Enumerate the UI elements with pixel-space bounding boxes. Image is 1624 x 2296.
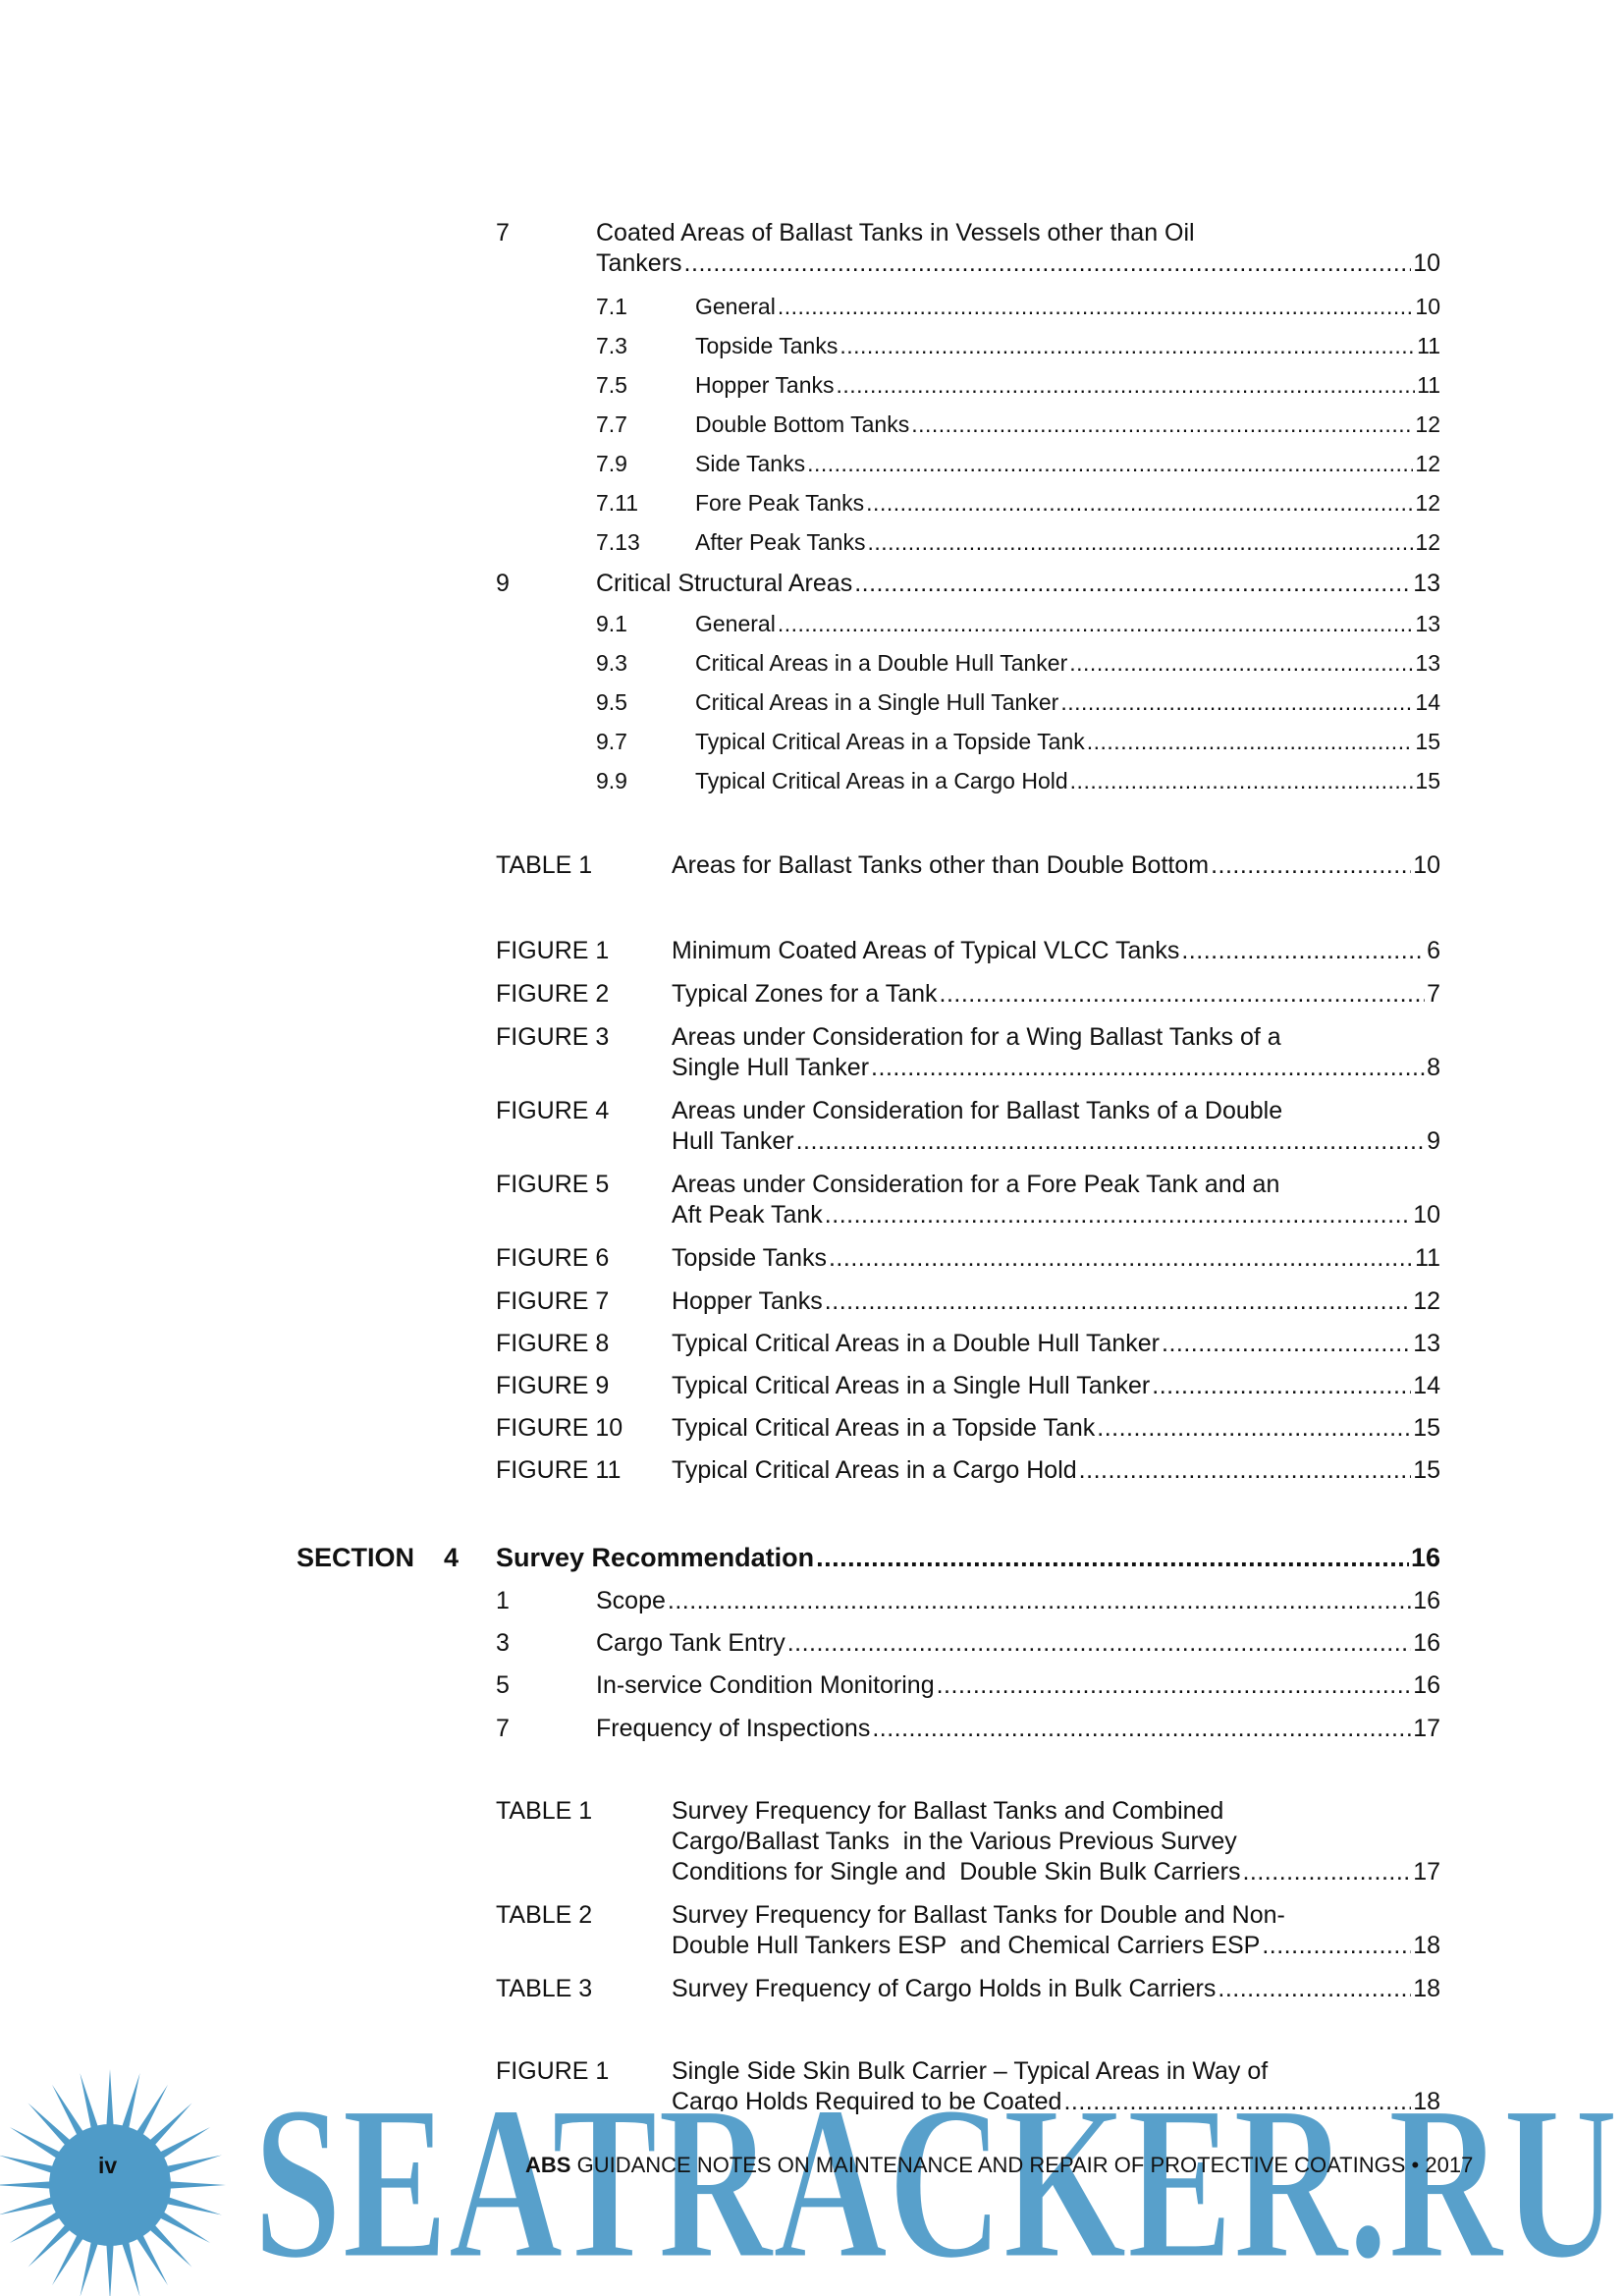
toc-title: General bbox=[695, 294, 776, 319]
dot-leader bbox=[668, 1586, 1411, 1616]
toc-title: Hull Tanker bbox=[672, 1127, 794, 1155]
dot-leader bbox=[1079, 1455, 1412, 1486]
toc-entry-9-5[interactable] bbox=[596, 687, 1440, 718]
toc-page: 15 bbox=[1413, 1414, 1440, 1442]
toc-entry-9-3[interactable] bbox=[596, 648, 1440, 679]
toc-title: Typical Critical Areas in a Topside Tank bbox=[695, 729, 1085, 754]
toc-page: 10 bbox=[1413, 851, 1440, 879]
section-number: 4 bbox=[444, 1543, 460, 1572]
toc-page: 6 bbox=[1427, 937, 1440, 964]
toc-page: 17 bbox=[1413, 1858, 1440, 1886]
toc-figure-6[interactable] bbox=[496, 1243, 1440, 1274]
dot-leader bbox=[778, 292, 1414, 322]
sun-ray bbox=[161, 2195, 222, 2214]
dot-leader bbox=[837, 370, 1416, 401]
toc-s4-entry-1[interactable] bbox=[496, 1586, 1440, 1616]
toc-title: Critical Areas in a Single Hull Tanker bbox=[695, 689, 1059, 715]
toc-page: 9 bbox=[1427, 1127, 1440, 1155]
dot-leader bbox=[1262, 1931, 1411, 1961]
toc-figure-10[interactable] bbox=[496, 1413, 1440, 1444]
toc-figure-5[interactable] bbox=[496, 1170, 1440, 1230]
toc-page: 7 bbox=[1427, 980, 1440, 1008]
toc-page: 8 bbox=[1427, 1054, 1440, 1081]
toc-title: Aft Peak Tank bbox=[672, 1201, 823, 1229]
toc-label: FIGURE 8 bbox=[496, 1330, 610, 1357]
footer-doc-title: GUIDANCE NOTES ON MAINTENANCE AND REPAIR OF PROTECTIVE COATINGS bbox=[576, 2153, 1406, 2177]
sun-ray bbox=[80, 2236, 99, 2296]
toc-page: 11 bbox=[1415, 1244, 1440, 1272]
toc-title: Conditions for Single and Double Skin Bulk Carriers bbox=[672, 1858, 1241, 1886]
toc-title: Topside Tanks bbox=[695, 333, 839, 358]
toc-number: 7 bbox=[496, 1715, 510, 1742]
toc-number: 9.1 bbox=[596, 611, 627, 636]
toc-page: 18 bbox=[1413, 1932, 1440, 1959]
dot-leader bbox=[1060, 687, 1413, 718]
toc-page: 10 bbox=[1413, 249, 1440, 277]
toc-figure-7[interactable] bbox=[496, 1286, 1440, 1317]
dot-leader bbox=[1069, 648, 1413, 679]
toc-figure-8[interactable] bbox=[496, 1329, 1440, 1359]
toc-label: FIGURE 5 bbox=[496, 1171, 610, 1198]
toc-entry-7-7[interactable] bbox=[596, 410, 1440, 440]
toc-title-line1: Areas under Consideration for Ballast Tanks of a Double bbox=[672, 1097, 1283, 1124]
toc-title: Typical Zones for a Tank bbox=[672, 980, 938, 1008]
toc-label: FIGURE 4 bbox=[496, 1097, 610, 1124]
dot-leader bbox=[816, 1543, 1409, 1573]
toc-label: FIGURE 2 bbox=[496, 980, 610, 1008]
toc-number: 7.9 bbox=[596, 451, 627, 476]
sun-ray bbox=[0, 2155, 59, 2174]
toc-title-line2: Cargo/Ballast Tanks in the Various Previous Survey bbox=[672, 1828, 1237, 1855]
toc-page: 14 bbox=[1415, 689, 1440, 715]
toc-number: 9.5 bbox=[596, 689, 627, 715]
dot-leader bbox=[1242, 1857, 1411, 1887]
toc-s4-table-1[interactable] bbox=[496, 1796, 1440, 1887]
toc-label: TABLE 1 bbox=[496, 851, 593, 879]
dot-leader bbox=[937, 1670, 1412, 1701]
toc-number: 9.7 bbox=[596, 729, 627, 754]
toc-page: 16 bbox=[1413, 1587, 1440, 1614]
toc-page: 16 bbox=[1413, 1671, 1440, 1699]
dot-leader bbox=[1070, 766, 1414, 796]
toc-title: Typical Critical Areas in a Topside Tank bbox=[672, 1414, 1096, 1442]
toc-page: 17 bbox=[1413, 1715, 1440, 1742]
toc-page: 12 bbox=[1415, 451, 1440, 476]
toc-page: 11 bbox=[1417, 372, 1440, 398]
toc-page: 14 bbox=[1413, 1372, 1440, 1399]
dot-leader bbox=[867, 527, 1413, 558]
dot-leader bbox=[796, 1126, 1425, 1157]
toc-number: 9.9 bbox=[596, 768, 627, 793]
toc-figure-9[interactable] bbox=[496, 1371, 1440, 1401]
toc-title: Critical Areas in a Double Hull Tanker bbox=[695, 650, 1068, 676]
toc-figure-11[interactable] bbox=[496, 1455, 1440, 1486]
toc-page: 18 bbox=[1413, 2088, 1440, 2115]
dot-leader bbox=[1087, 727, 1414, 757]
toc-figure-4[interactable] bbox=[496, 1096, 1440, 1157]
dot-leader bbox=[829, 1243, 1413, 1274]
dot-leader bbox=[1097, 1413, 1411, 1444]
toc-title: Areas for Ballast Tanks other than Double Bottom bbox=[672, 851, 1210, 879]
toc-label: FIGURE 1 bbox=[496, 937, 610, 964]
toc-title-line1: Areas under Consideration for a Fore Peak Tank and an bbox=[672, 1171, 1280, 1198]
toc-s4-entry-7[interactable] bbox=[496, 1714, 1440, 1744]
toc-title: In-service Condition Monitoring bbox=[596, 1671, 935, 1699]
sun-ray bbox=[106, 2069, 114, 2131]
toc-entry-7-11[interactable] bbox=[596, 488, 1440, 519]
watermark bbox=[253, 2090, 1624, 2276]
toc-title: Tankers bbox=[596, 249, 682, 277]
dot-leader bbox=[1211, 850, 1411, 881]
toc-number: 3 bbox=[496, 1629, 510, 1657]
toc-page: 13 bbox=[1415, 650, 1440, 676]
dot-leader bbox=[839, 331, 1415, 361]
toc-s4-entry-3[interactable] bbox=[496, 1628, 1440, 1659]
footer-page-number: iv bbox=[98, 2153, 118, 2178]
sun-ray bbox=[120, 2236, 139, 2296]
toc-title: Fore Peak Tanks bbox=[695, 490, 865, 516]
section-title: Survey Recommendation bbox=[496, 1543, 815, 1572]
toc-title: Minimum Coated Areas of Typical VLCC Tanks bbox=[672, 937, 1180, 964]
toc-page: 18 bbox=[1413, 1975, 1440, 2002]
toc-figure-2[interactable] bbox=[496, 979, 1440, 1010]
toc-page: 13 bbox=[1413, 1330, 1440, 1357]
toc-title: Cargo Holds Required to be Coated bbox=[672, 2088, 1062, 2115]
toc-entry-9-1[interactable] bbox=[596, 609, 1440, 639]
toc-entry-9-9[interactable] bbox=[596, 766, 1440, 796]
footer-title bbox=[525, 2153, 1473, 2178]
toc-number: 7.5 bbox=[596, 372, 627, 398]
toc-label: FIGURE 1 bbox=[496, 2057, 610, 2085]
dot-leader bbox=[854, 569, 1411, 599]
toc-section-4[interactable] bbox=[496, 1543, 1440, 1573]
sun-ray bbox=[120, 2073, 139, 2134]
toc-entry-7[interactable] bbox=[496, 218, 1440, 279]
toc-title-line1: Coated Areas of Ballast Tanks in Vessels other than Oil bbox=[596, 219, 1195, 246]
section-label: SECTION bbox=[297, 1543, 415, 1572]
toc-title: Scope bbox=[596, 1587, 666, 1614]
toc-page: 12 bbox=[1415, 529, 1440, 555]
toc-title: Side Tanks bbox=[695, 451, 806, 476]
toc-number: 9.3 bbox=[596, 650, 627, 676]
dot-leader bbox=[872, 1714, 1411, 1744]
dot-leader bbox=[866, 488, 1413, 519]
toc-number: 7.13 bbox=[596, 529, 640, 555]
toc-number: 5 bbox=[496, 1671, 510, 1699]
toc-title-line1: Single Side Skin Bulk Carrier – Typical Areas in Way of bbox=[672, 2057, 1269, 2085]
toc-page: 10 bbox=[1413, 1201, 1440, 1229]
toc-title: Hopper Tanks bbox=[695, 372, 835, 398]
toc-title: Topside Tanks bbox=[672, 1244, 827, 1272]
toc-label: TABLE 1 bbox=[496, 1797, 593, 1825]
toc-figure-1[interactable] bbox=[496, 936, 1440, 966]
dot-leader bbox=[1181, 936, 1425, 966]
toc-page: 12 bbox=[1415, 411, 1440, 437]
dot-leader bbox=[940, 979, 1426, 1010]
watermark-text: SEATRACKER.RU bbox=[253, 2090, 1618, 2276]
toc-page: 16 bbox=[1410, 1543, 1440, 1572]
toc-table-1[interactable] bbox=[496, 850, 1440, 881]
toc-title: After Peak Tanks bbox=[695, 529, 866, 555]
dot-leader bbox=[871, 1053, 1425, 1083]
toc-label: TABLE 2 bbox=[496, 1901, 593, 1929]
toc-title: Double Bottom Tanks bbox=[695, 411, 910, 437]
toc-entry-7-13[interactable] bbox=[596, 527, 1440, 558]
toc-title-line1: Survey Frequency for Ballast Tanks and Combined bbox=[672, 1797, 1224, 1825]
toc-page: 11 bbox=[1417, 333, 1440, 358]
toc-title: Typical Critical Areas in a Cargo Hold bbox=[695, 768, 1068, 793]
footer-separator: • bbox=[1411, 2153, 1420, 2177]
toc-title-line1: Areas under Consideration for a Wing Ballast Tanks of a bbox=[672, 1023, 1281, 1051]
toc-page: 12 bbox=[1415, 490, 1440, 516]
toc-title: Frequency of Inspections bbox=[596, 1715, 871, 1742]
dot-leader bbox=[825, 1200, 1411, 1230]
toc-label: FIGURE 9 bbox=[496, 1372, 610, 1399]
toc-title: Survey Frequency of Cargo Holds in Bulk Carriers bbox=[672, 1975, 1217, 2002]
toc-page: 16 bbox=[1413, 1629, 1440, 1657]
toc-entry-9[interactable] bbox=[496, 569, 1440, 599]
toc-figure-3[interactable] bbox=[496, 1022, 1440, 1083]
footer-brand: ABS bbox=[525, 2153, 571, 2177]
dot-leader bbox=[684, 248, 1412, 279]
toc-entry-9-7[interactable] bbox=[596, 727, 1440, 757]
toc-page: 15 bbox=[1415, 729, 1440, 754]
toc-number: 7 bbox=[496, 219, 510, 246]
dot-leader bbox=[911, 410, 1413, 440]
toc-title: Critical Structural Areas bbox=[596, 570, 853, 597]
dot-leader bbox=[1218, 1974, 1411, 2004]
footer-year: 2017 bbox=[1425, 2153, 1474, 2177]
sunburst-logo-icon bbox=[0, 2067, 241, 2296]
sun-ray bbox=[106, 2239, 114, 2296]
toc-label: FIGURE 7 bbox=[496, 1287, 610, 1315]
toc-page: 10 bbox=[1415, 294, 1440, 319]
dot-leader bbox=[787, 1628, 1411, 1659]
toc-title: Cargo Tank Entry bbox=[596, 1629, 785, 1657]
toc-title: Typical Critical Areas in a Double Hull Tanker bbox=[672, 1330, 1160, 1357]
toc-number: 7.7 bbox=[596, 411, 627, 437]
toc-label: FIGURE 6 bbox=[496, 1244, 610, 1272]
toc-page: 13 bbox=[1413, 570, 1440, 597]
toc-title: Typical Critical Areas in a Cargo Hold bbox=[672, 1456, 1077, 1484]
sun-ray bbox=[161, 2155, 222, 2174]
sun-ray bbox=[0, 2181, 56, 2189]
sun-ray bbox=[80, 2073, 99, 2134]
toc-page: 12 bbox=[1413, 1287, 1440, 1315]
toc-entry-7-9[interactable] bbox=[596, 449, 1440, 479]
toc-title: Typical Critical Areas in a Single Hull Tanker bbox=[672, 1372, 1151, 1399]
dot-leader bbox=[1152, 1371, 1411, 1401]
sun-ray bbox=[0, 2195, 59, 2214]
toc-s4-table-2[interactable] bbox=[496, 1900, 1440, 1961]
toc-page: 15 bbox=[1413, 1456, 1440, 1484]
toc-number: 1 bbox=[496, 1587, 510, 1614]
toc-number: 7.11 bbox=[596, 490, 639, 516]
toc-title: Double Hull Tankers ESP and Chemical Carriers ESP bbox=[672, 1932, 1261, 1959]
toc-number: 7.1 bbox=[596, 294, 627, 319]
toc-s4-entry-5[interactable] bbox=[496, 1670, 1440, 1701]
toc-entry-7-1[interactable] bbox=[596, 292, 1440, 322]
toc-entry-7-3[interactable] bbox=[596, 331, 1440, 361]
toc-number: 9 bbox=[496, 570, 510, 597]
dot-leader bbox=[825, 1286, 1411, 1317]
dot-leader bbox=[1162, 1329, 1411, 1359]
sun-ray bbox=[164, 2181, 226, 2189]
toc-label: FIGURE 10 bbox=[496, 1414, 623, 1442]
toc-page: 15 bbox=[1415, 768, 1440, 793]
toc-page: 13 bbox=[1415, 611, 1440, 636]
toc-title: Hopper Tanks bbox=[672, 1287, 823, 1315]
toc-label: FIGURE 11 bbox=[496, 1456, 622, 1484]
toc-s4-table-3[interactable] bbox=[496, 1974, 1440, 2004]
toc-title-line1: Survey Frequency for Ballast Tanks for Double and Non- bbox=[672, 1901, 1285, 1929]
toc-entry-7-5[interactable] bbox=[596, 370, 1440, 401]
toc-label: FIGURE 3 bbox=[496, 1023, 610, 1051]
toc-number: 7.3 bbox=[596, 333, 627, 358]
dot-leader bbox=[807, 449, 1413, 479]
toc-title: General bbox=[695, 611, 776, 636]
dot-leader bbox=[778, 609, 1414, 639]
toc-title: Single Hull Tanker bbox=[672, 1054, 870, 1081]
toc-label: TABLE 3 bbox=[496, 1975, 593, 2002]
